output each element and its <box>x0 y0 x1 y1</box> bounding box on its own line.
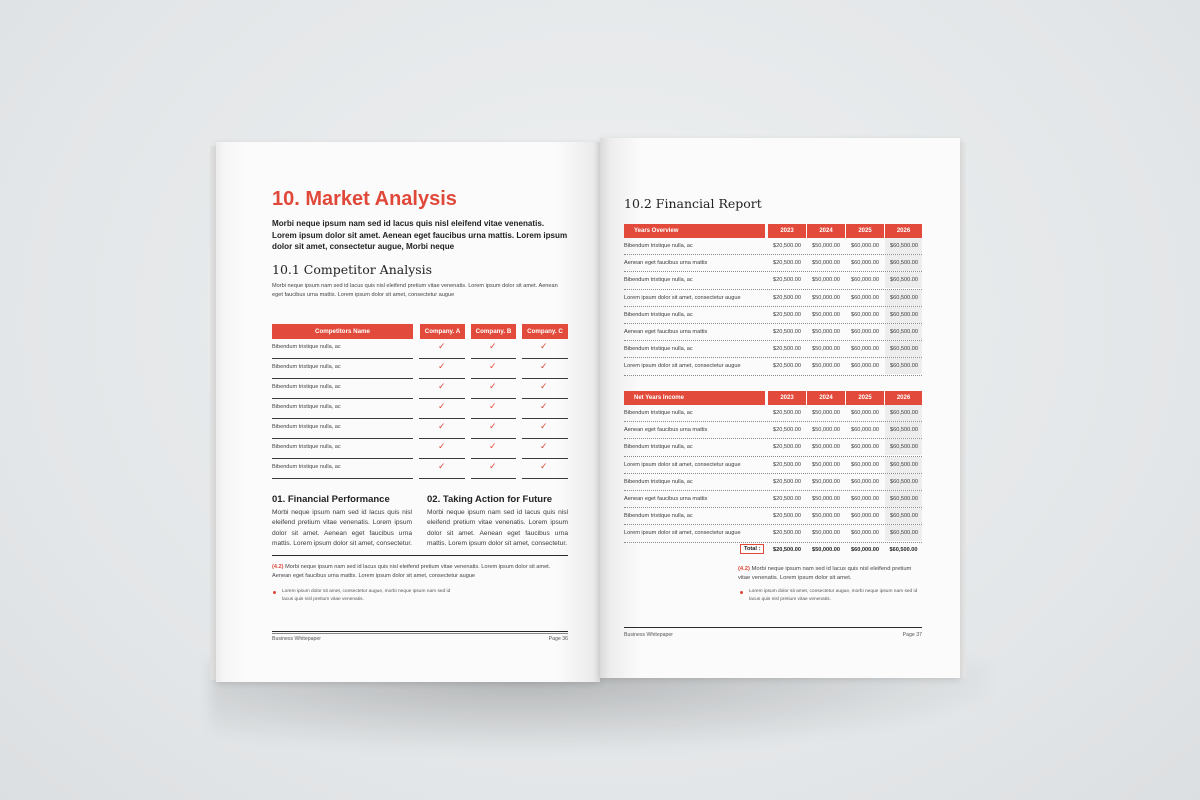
footnote-text: Morbi neque ipsum nam sed id lacus quis nisl eleifend pretium vitae venenatis. Lorem ipsum dolor sit amet. <box>738 566 912 581</box>
bullet-dot-icon <box>273 591 276 594</box>
checkmark-icon: ✓ <box>438 461 446 471</box>
row-value: $20,500.00 <box>773 461 801 468</box>
row-label: Bibendum tristique nulla, ac <box>624 444 693 451</box>
row-value: $60,000.00 <box>851 328 879 335</box>
row-value: $60,000.00 <box>851 427 879 434</box>
row-value: $60,000.00 <box>851 311 879 318</box>
header-cell: 2025 <box>846 224 884 238</box>
competitor-table <box>272 324 568 479</box>
checkmark-icon: ✓ <box>540 341 548 351</box>
competitor-name: Bibendum tristique nulla, ac <box>272 464 341 470</box>
row-value: $60,000.00 <box>851 363 879 370</box>
row-value: $20,500.00 <box>773 530 801 537</box>
page-number: Page 37 <box>902 632 922 638</box>
table-row <box>624 439 922 456</box>
row-value: $50,000.00 <box>812 260 840 267</box>
row-label: Lorem ipsum dolor sit amet, consectetur augue <box>624 294 741 301</box>
checkmark-icon: ✓ <box>540 441 548 451</box>
checkmark-icon: ✓ <box>489 401 497 411</box>
checkmark-icon: ✓ <box>489 381 497 391</box>
row-value: $60,000.00 <box>851 294 879 301</box>
row-label: Bibendum tristique nulla, ac <box>624 346 693 353</box>
net-income-header <box>624 391 922 405</box>
net-income-body <box>624 405 922 543</box>
row-value: $20,500.00 <box>773 495 801 502</box>
table-row <box>272 379 568 399</box>
left-page <box>216 142 600 682</box>
competitor-name: Bibendum tristique nulla, ac <box>272 384 341 390</box>
checkmark-icon: ✓ <box>540 361 548 371</box>
row-label: Bibendum tristique nulla, ac <box>624 513 693 520</box>
row-value: $20,500.00 <box>773 294 801 301</box>
table-row <box>272 439 568 459</box>
checkmark-icon: ✓ <box>438 401 446 411</box>
table-row <box>624 491 922 508</box>
row-value: $60,500.00 <box>890 328 918 335</box>
rule-gap <box>465 477 471 479</box>
row-value: $60,500.00 <box>890 530 918 537</box>
right-page <box>600 138 960 678</box>
header-cell: 2026 <box>885 224 922 238</box>
competitor-name: Bibendum tristique nulla, ac <box>272 404 341 410</box>
total-value: $60,000.00 <box>851 547 879 553</box>
page-title: 10. Market Analysis <box>272 188 457 210</box>
competitor-name: Bibendum tristique nulla, ac <box>272 444 341 450</box>
table-row <box>272 339 568 359</box>
footnote-ref: (4.2) <box>272 564 284 570</box>
row-value: $60,500.00 <box>890 444 918 451</box>
table-row <box>272 359 568 379</box>
header-cell: 2024 <box>807 391 845 405</box>
table-row <box>272 459 568 479</box>
table-row <box>624 358 922 375</box>
header-cell: Company. B <box>471 324 516 339</box>
table-row <box>624 508 922 525</box>
row-value: $20,500.00 <box>773 478 801 485</box>
net-income-table <box>624 391 922 543</box>
checkmark-icon: ✓ <box>489 361 497 371</box>
row-value: $50,000.00 <box>812 530 840 537</box>
total-value: $60,500.00 <box>889 547 918 553</box>
checkmark-icon: ✓ <box>438 341 446 351</box>
row-label: Aenean eget faucibus urna mattis <box>624 495 708 502</box>
header-cell: 2025 <box>846 391 884 405</box>
row-value: $20,500.00 <box>773 328 801 335</box>
table-row <box>624 474 922 491</box>
header-cell: Company. C <box>522 324 568 339</box>
row-value: $60,000.00 <box>851 410 879 416</box>
row-value: $20,500.00 <box>773 311 801 318</box>
table-row <box>624 525 922 542</box>
row-label: Lorem ipsum dolor sit amet, consectetur augue <box>624 363 741 370</box>
row-value: $20,500.00 <box>773 444 801 451</box>
footer-rule-thin <box>272 633 568 634</box>
page-number: Page 36 <box>548 636 568 642</box>
section-divider <box>272 555 568 556</box>
row-value: $60,500.00 <box>890 294 918 301</box>
lead-paragraph: Morbi neque ipsum nam sed id lacus quis nisl eleifend vitae venenatis. Lorem ipsum dolor sit amet. Aenean eget faucibus urna mattis. Lorem ipsum dolor sit amet, consectetur augue, Morbi neque <box>272 219 568 252</box>
row-value: $60,000.00 <box>851 444 879 451</box>
row-value: $50,000.00 <box>812 346 840 353</box>
competitor-name: Bibendum tristique nulla, ac <box>272 344 341 350</box>
row-label: Bibendum tristique nulla, ac <box>624 410 693 416</box>
table-row <box>272 399 568 419</box>
table-row <box>624 457 922 474</box>
checkmark-icon: ✓ <box>489 441 497 451</box>
row-value: $50,000.00 <box>812 495 840 502</box>
row-value: $50,000.00 <box>812 444 840 451</box>
row-value: $20,500.00 <box>773 513 801 520</box>
row-value: $50,000.00 <box>812 478 840 485</box>
row-value: $60,000.00 <box>851 513 879 520</box>
total-label: Total : <box>740 544 764 554</box>
bullet-text: Lorem ipsum dolor sit amet, consectetur augue, morbi neque ipsum nam sed id lacus quis nisl pretium vitae venenatis. <box>282 589 451 602</box>
footnote-text: Morbi neque ipsum nam sed id lacus quis nisl eleifend pretium vitae venenatis. Lorem ipsum dolor sit amet. Aenean eget faucibus urna mattis. Lorem ipsum dolor sit amet, consectetur augue <box>272 564 551 579</box>
checkmark-icon: ✓ <box>489 421 497 431</box>
row-value: $20,500.00 <box>773 243 801 249</box>
row-value: $60,500.00 <box>890 513 918 520</box>
row-value: $60,500.00 <box>890 478 918 485</box>
row-value: $20,500.00 <box>773 363 801 370</box>
section-subtitle: 10.1 Competitor Analysis <box>272 262 433 277</box>
intro-paragraph: Morbi neque ipsum nam sed id lacus quis nisl eleifend pretium vitae venenatis. Lorem ipsum dolor sit amet. Aenean eget faucibus urna mattis. Lorem ipsum dolor sit amet, consectetur augue <box>272 283 558 298</box>
row-value: $60,000.00 <box>851 260 879 267</box>
row-value: $50,000.00 <box>812 461 840 468</box>
footer-label: Business Whitepaper <box>624 632 674 638</box>
table-row <box>624 238 922 255</box>
checkmark-icon: ✓ <box>489 461 497 471</box>
bullet-text: Lorem ipsum dolor sit amet, consectetur augue, morbi neque ipsum nam sed id lacus quis nisl pretium vitae venenatis. <box>749 589 918 602</box>
row-value: $60,000.00 <box>851 478 879 485</box>
table-row <box>624 422 922 439</box>
financial-performance-title: 01. Financial Performance <box>272 494 390 505</box>
row-label: Aenean eget faucibus urna mattis <box>624 427 708 434</box>
checkmark-icon: ✓ <box>438 361 446 371</box>
header-cell: Competitors Name <box>272 324 413 339</box>
financial-report-title: 10.2 Financial Report <box>624 196 762 211</box>
bullet-dot-icon <box>740 591 743 594</box>
footer-rule <box>272 631 568 632</box>
header-cell: Years Overview <box>624 224 765 238</box>
row-value: $60,500.00 <box>890 243 918 249</box>
row-value: $50,000.00 <box>812 277 840 284</box>
checkmark-icon: ✓ <box>438 421 446 431</box>
checkmark-icon: ✓ <box>540 381 548 391</box>
financial-performance-text: Morbi neque ipsum nam sed id lacus quis nisl eleifend pretium vitae venenatis. Lorem ipsum dolor sit amet. Aenean eget faucibus urna mattis. Lorem ipsum dolor sit amet, consectetur. <box>272 509 412 548</box>
row-value: $60,000.00 <box>851 277 879 284</box>
checkmark-icon: ✓ <box>438 441 446 451</box>
row-value: $60,500.00 <box>890 410 918 416</box>
header-cell: 2023 <box>768 224 806 238</box>
row-label: Aenean eget faucibus urna mattis <box>624 260 708 267</box>
footnote <box>738 565 924 583</box>
rule-gap <box>413 477 419 479</box>
row-value: $60,500.00 <box>890 311 918 318</box>
table-row <box>624 272 922 289</box>
row-value: $20,500.00 <box>773 410 801 416</box>
row-label: Bibendum tristique nulla, ac <box>624 243 693 249</box>
header-cell: Net Years Income <box>624 391 765 405</box>
checkmark-icon: ✓ <box>438 381 446 391</box>
header-cell: 2024 <box>807 224 845 238</box>
row-value: $50,000.00 <box>812 294 840 301</box>
competitor-name: Bibendum tristique nulla, ac <box>272 424 341 430</box>
footnote-ref: (4.2) <box>738 566 750 572</box>
header-cell: 2023 <box>768 391 806 405</box>
years-overview-table <box>624 224 922 376</box>
row-value: $60,000.00 <box>851 530 879 537</box>
row-value: $50,000.00 <box>812 243 840 249</box>
table-row <box>624 324 922 341</box>
row-value: $50,000.00 <box>812 363 840 370</box>
row-value: $60,500.00 <box>890 260 918 267</box>
row-value: $50,000.00 <box>812 410 840 416</box>
row-value: $60,500.00 <box>890 495 918 502</box>
table-row <box>624 255 922 272</box>
row-label: Lorem ipsum dolor sit amet, consectetur augue <box>624 530 741 537</box>
total-value: $50,000.00 <box>812 547 840 553</box>
row-value: $60,500.00 <box>890 427 918 434</box>
row-value: $60,500.00 <box>890 363 918 370</box>
table-row <box>272 419 568 439</box>
row-value: $60,000.00 <box>851 243 879 249</box>
row-value: $50,000.00 <box>812 328 840 335</box>
taking-action-text: Morbi neque ipsum nam sed id lacus quis nisl eleifend pretium vitae venenatis. Lorem ipsum dolor sit amet. Aenean eget faucibus urna mattis. Lorem ipsum dolor sit amet, consectetur. <box>427 509 568 548</box>
row-value: $50,000.00 <box>812 427 840 434</box>
years-overview-body <box>624 238 922 376</box>
checkmark-icon: ✓ <box>540 461 548 471</box>
checkmark-icon: ✓ <box>489 341 497 351</box>
row-value: $60,000.00 <box>851 346 879 353</box>
footer-label: Business Whitepaper <box>272 636 322 642</box>
row-label: Bibendum tristique nulla, ac <box>624 478 693 485</box>
years-overview-header <box>624 224 922 238</box>
row-value: $20,500.00 <box>773 346 801 353</box>
row-value: $60,000.00 <box>851 461 879 468</box>
checkmark-icon: ✓ <box>540 401 548 411</box>
footer-rule <box>624 627 922 628</box>
row-value: $20,500.00 <box>773 260 801 267</box>
table-row <box>624 307 922 324</box>
row-label: Lorem ipsum dolor sit amet, consectetur augue <box>624 461 741 468</box>
total-value: $20,500.00 <box>773 547 801 553</box>
row-value: $20,500.00 <box>773 277 801 284</box>
open-book <box>216 138 960 680</box>
row-label: Aenean eget faucibus urna mattis <box>624 328 708 335</box>
header-cell: Company. A <box>420 324 465 339</box>
checkmark-icon: ✓ <box>540 421 548 431</box>
table-row <box>624 405 922 422</box>
table-row <box>624 341 922 358</box>
row-value: $60,500.00 <box>890 277 918 284</box>
footnote <box>272 563 568 581</box>
row-label: Bibendum tristique nulla, ac <box>624 277 693 284</box>
row-value: $60,000.00 <box>851 495 879 502</box>
row-label: Bibendum tristique nulla, ac <box>624 311 693 318</box>
competitor-name: Bibendum tristique nulla, ac <box>272 364 341 370</box>
row-value: $20,500.00 <box>773 427 801 434</box>
row-value: $60,500.00 <box>890 346 918 353</box>
competitor-table-header <box>272 324 568 339</box>
header-cell: 2026 <box>885 391 922 405</box>
rule-gap <box>516 477 522 479</box>
table-row <box>624 290 922 307</box>
competitor-table-body <box>272 339 568 479</box>
row-value: $60,500.00 <box>890 461 918 468</box>
taking-action-title: 02. Taking Action for Future <box>427 494 553 505</box>
row-value: $50,000.00 <box>812 513 840 520</box>
row-value: $50,000.00 <box>812 311 840 318</box>
